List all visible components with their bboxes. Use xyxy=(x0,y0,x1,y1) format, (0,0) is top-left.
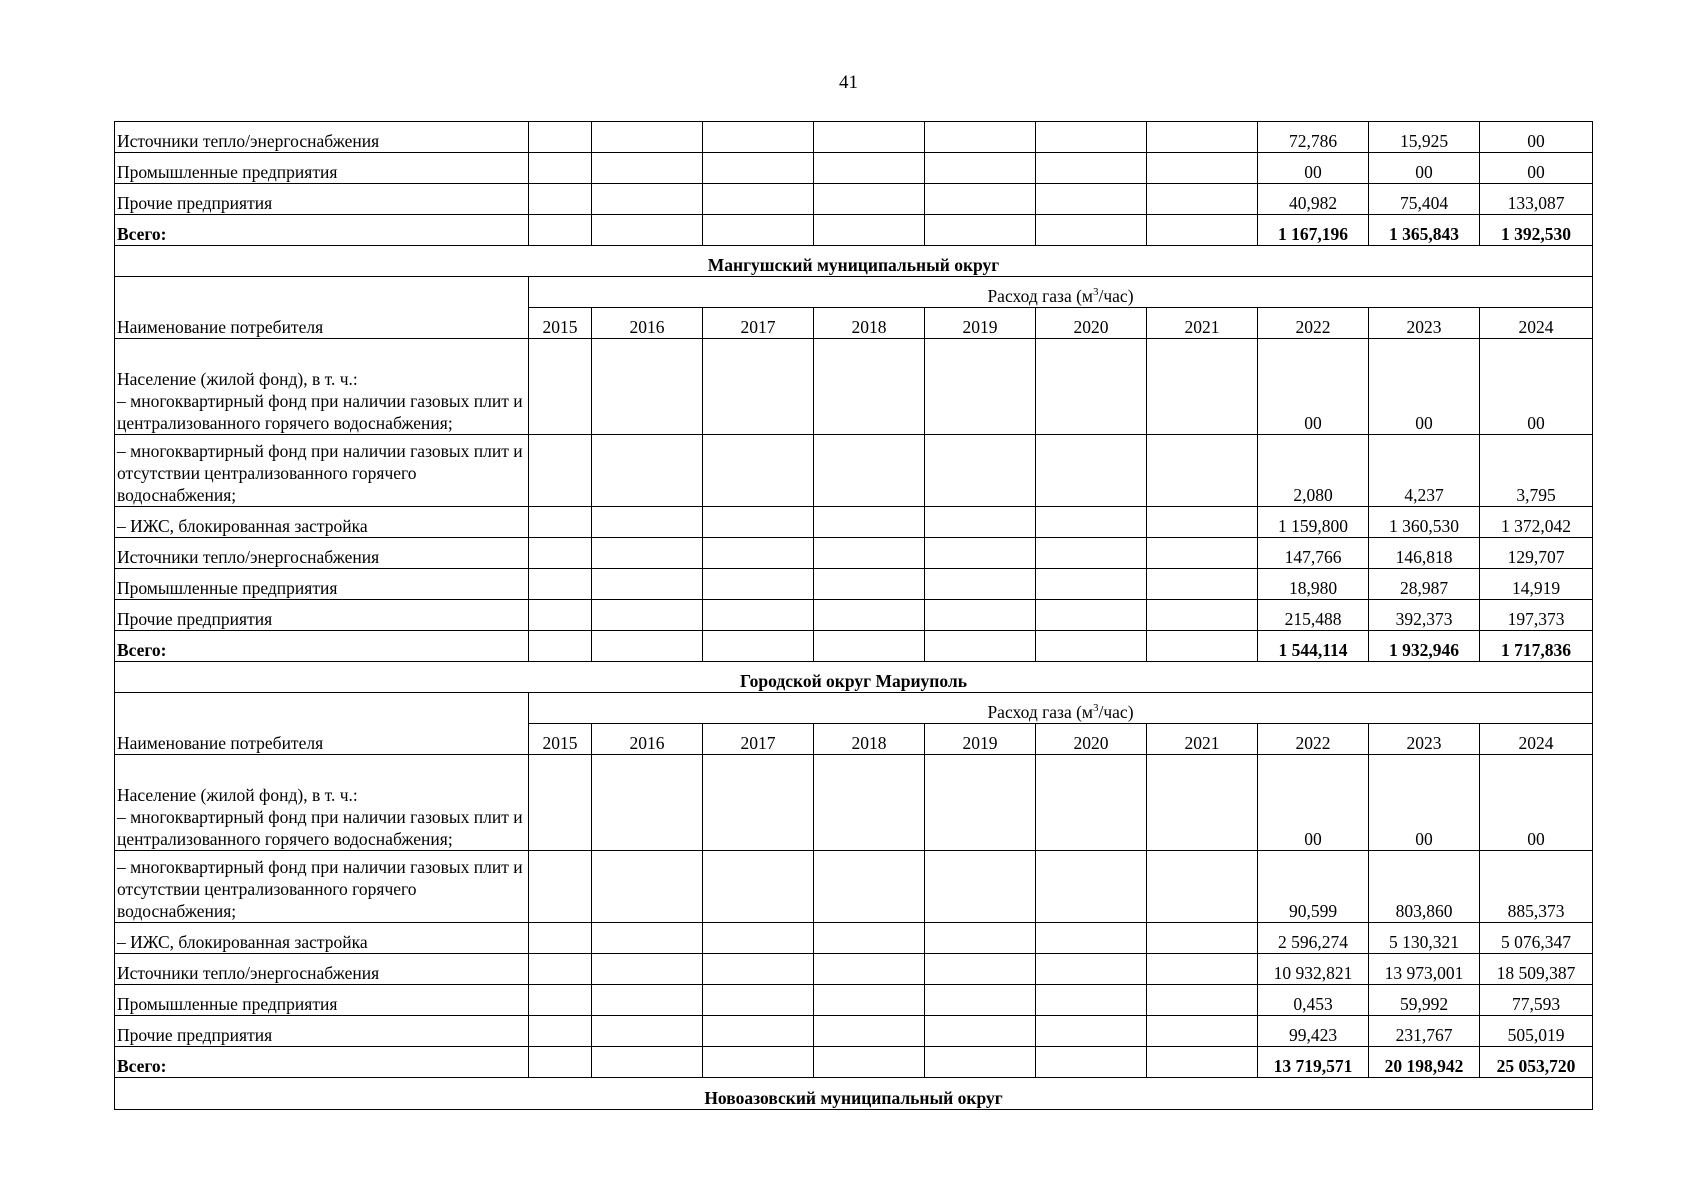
empty-cell xyxy=(814,923,925,954)
empty-cell xyxy=(703,122,814,153)
value-cell: 00 xyxy=(1258,339,1369,435)
value-cell: 00 xyxy=(1480,153,1593,184)
empty-cell xyxy=(925,1016,1036,1047)
empty-cell xyxy=(1036,631,1147,662)
value-cell: 1 392,530 xyxy=(1480,215,1593,246)
row-label: Прочие предприятия xyxy=(115,184,529,215)
empty-cell xyxy=(1036,851,1147,923)
empty-cell xyxy=(814,215,925,246)
year-cell: 2017 xyxy=(703,724,814,755)
value-cell: 5 076,347 xyxy=(1480,923,1593,954)
district-title: Новоазовский муниципальный округ xyxy=(115,1078,1593,1110)
empty-cell xyxy=(703,985,814,1016)
empty-cell xyxy=(1036,923,1147,954)
empty-cell xyxy=(925,435,1036,507)
empty-cell xyxy=(925,954,1036,985)
empty-cell xyxy=(592,755,703,851)
empty-cell xyxy=(814,600,925,631)
value-cell: 20 198,942 xyxy=(1369,1047,1480,1078)
value-cell: 1 360,530 xyxy=(1369,507,1480,538)
value-cell: 1 372,042 xyxy=(1480,507,1593,538)
empty-cell xyxy=(1147,507,1258,538)
empty-cell xyxy=(1147,851,1258,923)
year-cell: 2019 xyxy=(925,308,1036,339)
empty-cell xyxy=(529,215,592,246)
table-row xyxy=(115,851,1593,923)
empty-cell xyxy=(925,507,1036,538)
empty-cell xyxy=(529,954,592,985)
empty-cell xyxy=(703,851,814,923)
empty-cell xyxy=(814,1016,925,1047)
row-label: – ИЖС, блокированная застройка xyxy=(115,923,529,954)
value-cell: 00 xyxy=(1258,755,1369,851)
row-label: Источники тепло/энергоснабжения xyxy=(115,538,529,569)
empty-cell xyxy=(1036,1016,1147,1047)
year-cell: 2020 xyxy=(1036,308,1147,339)
table-row xyxy=(115,600,1593,631)
empty-cell xyxy=(1147,435,1258,507)
empty-cell xyxy=(925,631,1036,662)
empty-cell xyxy=(1147,923,1258,954)
empty-cell xyxy=(1147,215,1258,246)
empty-cell xyxy=(592,569,703,600)
total-row xyxy=(115,1047,1593,1078)
table-row xyxy=(115,954,1593,985)
empty-cell xyxy=(1036,1047,1147,1078)
empty-cell xyxy=(703,954,814,985)
empty-cell xyxy=(814,851,925,923)
unit-superscript: 3 xyxy=(1093,702,1099,715)
value-cell: 133,087 xyxy=(1480,184,1593,215)
empty-cell xyxy=(703,1047,814,1078)
empty-cell xyxy=(814,985,925,1016)
empty-cell xyxy=(1147,954,1258,985)
empty-cell xyxy=(703,507,814,538)
empty-cell xyxy=(592,122,703,153)
empty-cell xyxy=(1147,184,1258,215)
empty-cell xyxy=(1147,600,1258,631)
year-cell: 2023 xyxy=(1369,724,1480,755)
empty-cell xyxy=(925,985,1036,1016)
row-label: Промышленные предприятия xyxy=(115,985,529,1016)
empty-cell xyxy=(703,184,814,215)
value-cell: 40,982 xyxy=(1258,184,1369,215)
empty-cell xyxy=(1147,153,1258,184)
value-cell: 28,987 xyxy=(1369,569,1480,600)
header-row-unit xyxy=(115,277,1593,308)
table-row xyxy=(115,569,1593,600)
value-cell: 3,795 xyxy=(1480,435,1593,507)
empty-cell xyxy=(925,1047,1036,1078)
empty-cell xyxy=(703,631,814,662)
row-label: Источники тепло/энергоснабжения xyxy=(115,954,529,985)
year-cell: 2016 xyxy=(592,724,703,755)
table-row xyxy=(115,755,1593,851)
value-cell: 505,019 xyxy=(1480,1016,1593,1047)
empty-cell xyxy=(925,851,1036,923)
value-cell: 00 xyxy=(1480,339,1593,435)
year-cell: 2015 xyxy=(529,724,592,755)
value-cell: 00 xyxy=(1480,122,1593,153)
value-cell: 13 719,571 xyxy=(1258,1047,1369,1078)
year-cell: 2016 xyxy=(592,308,703,339)
empty-cell xyxy=(1036,755,1147,851)
empty-cell xyxy=(529,1047,592,1078)
row-label: Прочие предприятия xyxy=(115,1016,529,1047)
district-title: Городской округ Мариуполь xyxy=(115,662,1593,693)
empty-cell xyxy=(925,153,1036,184)
value-cell: 803,860 xyxy=(1369,851,1480,923)
empty-cell xyxy=(925,600,1036,631)
value-cell: 197,373 xyxy=(1480,600,1593,631)
empty-cell xyxy=(1036,215,1147,246)
empty-cell xyxy=(1147,985,1258,1016)
row-label: Население (жилой фонд), в т. ч.: – многоквартирный фонд при наличии газовых плит и централизованного горячего водоснабжения; xyxy=(115,339,529,435)
empty-cell xyxy=(592,923,703,954)
header-name-col: Наименование потребителя xyxy=(115,277,529,339)
row-label: Источники тепло/энергоснабжения xyxy=(115,122,529,153)
empty-cell xyxy=(1147,538,1258,569)
empty-cell xyxy=(529,985,592,1016)
unit-superscript: 3 xyxy=(1093,286,1099,299)
empty-cell xyxy=(1036,339,1147,435)
row-label: Всего: xyxy=(115,1047,529,1078)
table-body xyxy=(115,122,1593,1110)
empty-cell xyxy=(814,507,925,538)
table-row xyxy=(115,339,1593,435)
row-label: – многоквартирный фонд при наличии газовых плит и отсутствии централизованного горячего водоснабжения; xyxy=(115,435,529,507)
empty-cell xyxy=(529,435,592,507)
empty-cell xyxy=(925,755,1036,851)
year-cell: 2021 xyxy=(1147,724,1258,755)
empty-cell xyxy=(1147,122,1258,153)
empty-cell xyxy=(529,339,592,435)
empty-cell xyxy=(925,122,1036,153)
empty-cell xyxy=(1147,1016,1258,1047)
value-cell: 129,707 xyxy=(1480,538,1593,569)
row-label: Население (жилой фонд), в т. ч.: – многоквартирный фонд при наличии газовых плит и централизованного горячего водоснабжения; xyxy=(115,755,529,851)
gas-consumption-table xyxy=(114,121,1593,1110)
empty-cell xyxy=(814,1047,925,1078)
empty-cell xyxy=(703,569,814,600)
empty-cell xyxy=(703,215,814,246)
empty-cell xyxy=(592,851,703,923)
empty-cell xyxy=(1147,631,1258,662)
total-row xyxy=(115,215,1593,246)
empty-cell xyxy=(1036,122,1147,153)
empty-cell xyxy=(529,122,592,153)
value-cell: 00 xyxy=(1369,153,1480,184)
empty-cell xyxy=(592,538,703,569)
year-cell: 2018 xyxy=(814,724,925,755)
empty-cell xyxy=(592,954,703,985)
row-label: Прочие предприятия xyxy=(115,600,529,631)
year-cell: 2020 xyxy=(1036,724,1147,755)
empty-cell xyxy=(529,153,592,184)
value-cell: 18 509,387 xyxy=(1480,954,1593,985)
empty-cell xyxy=(592,507,703,538)
value-cell: 146,818 xyxy=(1369,538,1480,569)
table-row xyxy=(115,435,1593,507)
year-cell: 2019 xyxy=(925,724,1036,755)
value-cell: 1 717,836 xyxy=(1480,631,1593,662)
year-cell: 2022 xyxy=(1258,724,1369,755)
value-cell: 15,925 xyxy=(1369,122,1480,153)
value-cell: 25 053,720 xyxy=(1480,1047,1593,1078)
value-cell: 1 167,196 xyxy=(1258,215,1369,246)
empty-cell xyxy=(814,631,925,662)
value-cell: 59,992 xyxy=(1369,985,1480,1016)
empty-cell xyxy=(529,538,592,569)
empty-cell xyxy=(1036,538,1147,569)
empty-cell xyxy=(925,538,1036,569)
empty-cell xyxy=(529,184,592,215)
empty-cell xyxy=(1147,569,1258,600)
year-cell: 2015 xyxy=(529,308,592,339)
row-label: – ИЖС, блокированная застройка xyxy=(115,507,529,538)
year-cell: 2024 xyxy=(1480,308,1593,339)
empty-cell xyxy=(703,1016,814,1047)
value-cell: 77,593 xyxy=(1480,985,1593,1016)
value-cell: 75,404 xyxy=(1369,184,1480,215)
empty-cell xyxy=(814,122,925,153)
empty-cell xyxy=(1147,755,1258,851)
row-label: Всего: xyxy=(115,215,529,246)
empty-cell xyxy=(814,755,925,851)
empty-cell xyxy=(703,435,814,507)
header-row-unit xyxy=(115,693,1593,724)
value-cell: 72,786 xyxy=(1258,122,1369,153)
row-label: Всего: xyxy=(115,631,529,662)
value-cell: 00 xyxy=(1480,755,1593,851)
empty-cell xyxy=(529,1016,592,1047)
row-label: Промышленные предприятия xyxy=(115,153,529,184)
value-cell: 147,766 xyxy=(1258,538,1369,569)
table-row xyxy=(115,153,1593,184)
empty-cell xyxy=(703,538,814,569)
table-row xyxy=(115,985,1593,1016)
empty-cell xyxy=(1036,507,1147,538)
empty-cell xyxy=(1147,1047,1258,1078)
empty-cell xyxy=(592,153,703,184)
empty-cell xyxy=(1036,184,1147,215)
empty-cell xyxy=(703,755,814,851)
empty-cell xyxy=(592,339,703,435)
value-cell: 00 xyxy=(1369,339,1480,435)
table-row xyxy=(115,923,1593,954)
empty-cell xyxy=(1036,985,1147,1016)
empty-cell xyxy=(925,215,1036,246)
mariupol-title-row xyxy=(115,662,1593,693)
empty-cell xyxy=(1036,600,1147,631)
row-label: Промышленные предприятия xyxy=(115,569,529,600)
empty-cell xyxy=(592,600,703,631)
year-cell: 2023 xyxy=(1369,308,1480,339)
empty-cell xyxy=(1036,569,1147,600)
value-cell: 215,488 xyxy=(1258,600,1369,631)
empty-cell xyxy=(592,435,703,507)
empty-cell xyxy=(592,184,703,215)
value-cell: 1 932,946 xyxy=(1369,631,1480,662)
empty-cell xyxy=(529,755,592,851)
empty-cell xyxy=(1036,153,1147,184)
value-cell: 90,599 xyxy=(1258,851,1369,923)
total-row xyxy=(115,631,1593,662)
empty-cell xyxy=(592,631,703,662)
empty-cell xyxy=(814,954,925,985)
value-cell: 1 365,843 xyxy=(1369,215,1480,246)
empty-cell xyxy=(814,569,925,600)
value-cell: 231,767 xyxy=(1369,1016,1480,1047)
year-cell: 2021 xyxy=(1147,308,1258,339)
table-row xyxy=(115,122,1593,153)
row-label: – многоквартирный фонд при наличии газовых плит и отсутствии централизованного горячего водоснабжения; xyxy=(115,851,529,923)
value-cell: 1 544,114 xyxy=(1258,631,1369,662)
value-cell: 00 xyxy=(1258,153,1369,184)
empty-cell xyxy=(529,569,592,600)
district-title: Мангушский муниципальный округ xyxy=(115,246,1593,277)
empty-cell xyxy=(814,538,925,569)
empty-cell xyxy=(814,184,925,215)
page-number: 41 xyxy=(839,72,858,93)
empty-cell xyxy=(592,985,703,1016)
value-cell: 2,080 xyxy=(1258,435,1369,507)
year-cell: 2024 xyxy=(1480,724,1593,755)
empty-cell xyxy=(925,339,1036,435)
header-unit: Расход газа $(м^3/час)$ xyxy=(529,277,1593,308)
empty-cell xyxy=(925,923,1036,954)
empty-cell xyxy=(529,600,592,631)
value-cell: 10 932,821 xyxy=(1258,954,1369,985)
empty-cell xyxy=(529,851,592,923)
empty-cell xyxy=(925,184,1036,215)
value-cell: 2 596,274 xyxy=(1258,923,1369,954)
empty-cell xyxy=(529,923,592,954)
table-row xyxy=(115,507,1593,538)
empty-cell xyxy=(814,339,925,435)
empty-cell xyxy=(592,215,703,246)
empty-cell xyxy=(703,339,814,435)
empty-cell xyxy=(703,600,814,631)
year-cell: 2018 xyxy=(814,308,925,339)
empty-cell xyxy=(1036,954,1147,985)
novoazovsk-title-row xyxy=(115,1078,1593,1110)
empty-cell xyxy=(529,631,592,662)
value-cell: 1 159,800 xyxy=(1258,507,1369,538)
value-cell: 13 973,001 xyxy=(1369,954,1480,985)
header-unit: Расход газа $(м^3/час)$ xyxy=(529,693,1593,724)
year-cell: 2022 xyxy=(1258,308,1369,339)
value-cell: 99,423 xyxy=(1258,1016,1369,1047)
mangush-title-row xyxy=(115,246,1593,277)
value-cell: 18,980 xyxy=(1258,569,1369,600)
empty-cell xyxy=(592,1047,703,1078)
empty-cell xyxy=(703,153,814,184)
empty-cell xyxy=(703,923,814,954)
empty-cell xyxy=(1147,339,1258,435)
table-row xyxy=(115,538,1593,569)
table-row xyxy=(115,1016,1593,1047)
empty-cell xyxy=(529,507,592,538)
empty-cell xyxy=(592,1016,703,1047)
value-cell: 5 130,321 xyxy=(1369,923,1480,954)
value-cell: 00 xyxy=(1369,755,1480,851)
value-cell: 0,453 xyxy=(1258,985,1369,1016)
value-cell: 392,373 xyxy=(1369,600,1480,631)
value-cell: 14,919 xyxy=(1480,569,1593,600)
empty-cell xyxy=(1036,435,1147,507)
empty-cell xyxy=(814,153,925,184)
empty-cell xyxy=(814,435,925,507)
table-row xyxy=(115,184,1593,215)
empty-cell xyxy=(925,569,1036,600)
value-cell: 885,373 xyxy=(1480,851,1593,923)
header-name-col: Наименование потребителя xyxy=(115,693,529,755)
year-cell: 2017 xyxy=(703,308,814,339)
value-cell: 4,237 xyxy=(1369,435,1480,507)
